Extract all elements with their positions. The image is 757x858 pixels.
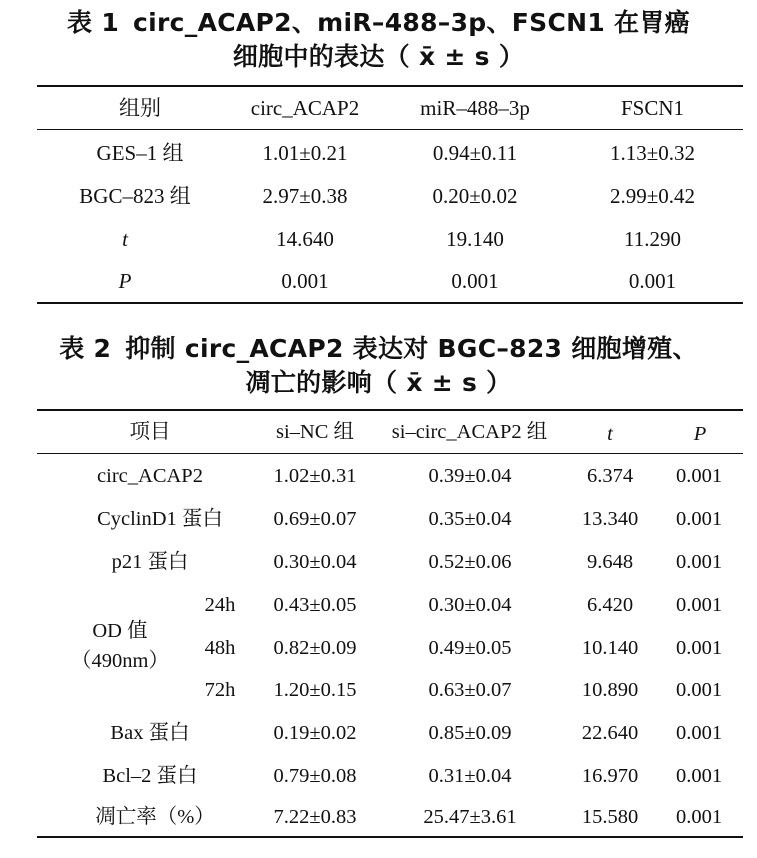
table2-row8-p: 0.001: [675, 765, 723, 787]
table2-row3-p: 0.001: [675, 551, 723, 573]
table2-row6-time: 72h: [204, 679, 236, 701]
table2-row7-p: 0.001: [675, 722, 723, 744]
table1-row1-mir: 0.94±0.11: [432, 141, 518, 165]
table2-header-sicirc: si–circ_ACAP2 组: [391, 421, 548, 443]
table1-row4-circ: 0.001: [281, 269, 329, 293]
table2-row9-p: 0.001: [675, 806, 723, 828]
table2-row5-time: 48h: [204, 637, 236, 659]
table2-header-item: 项目: [129, 421, 171, 443]
table2-row1-t: 6.374: [586, 465, 634, 487]
table2-row1-sinc: 1.02±0.31: [273, 465, 357, 487]
table2-header-sinc: si–NC 组: [275, 421, 355, 443]
table2-header-rule: [37, 453, 743, 454]
table2-row5-t: 10.140: [581, 637, 639, 659]
table2-row1-label: circ_ACAP2: [97, 465, 203, 487]
table2-caption-line1: [0, 332, 757, 366]
table2-row1-p: 0.001: [675, 465, 723, 487]
table2-row3-t: 9.648: [586, 551, 634, 573]
table1-row3-circ: 14.640: [276, 227, 334, 251]
table2-row2-sicirc: 0.35±0.04: [428, 508, 512, 530]
table1-row1-label: GES–1 组: [96, 141, 184, 165]
table2-row3-label: p21 蛋白: [111, 551, 189, 573]
table1-row3-fscn1: 11.290: [624, 227, 681, 251]
table2-row5-sicirc: 0.49±0.05: [428, 637, 512, 659]
table2-row2-p: 0.001: [675, 508, 723, 530]
table1-row1-circ: 1.01±0.21: [262, 141, 348, 165]
table1-title-line1: circ_ACAP2、miR–488–3p、FSCN1 在胃癌: [133, 8, 690, 37]
table2-row7-label: Bax 蛋白: [110, 722, 190, 744]
table2-row9-sinc: 7.22±0.83: [273, 806, 357, 828]
table2-row7-t: 22.640: [581, 722, 639, 744]
table2-row9-label: 凋亡率（%）: [95, 806, 215, 828]
table2-row3-sicirc: 0.52±0.06: [428, 551, 512, 573]
table2-row4-sicirc: 0.30±0.04: [428, 594, 512, 616]
table1-caption: [0, 6, 757, 74]
table1-row1-fscn1: 1.13±0.32: [609, 141, 696, 165]
table2-row6-p: 0.001: [675, 679, 723, 701]
table2-title-line2: 凋亡的影响（ x̄ ± s ）: [245, 368, 512, 397]
table2-row9-t: 15.580: [581, 806, 639, 828]
table1-caption-line1: [0, 6, 757, 40]
table2-row6-sinc: 1.20±0.15: [273, 679, 357, 701]
table2-row3-sinc: 0.30±0.04: [273, 551, 357, 573]
table2-row7-sinc: 0.19±0.02: [273, 722, 357, 744]
table2-row9-sicirc: 25.47±3.61: [423, 806, 517, 828]
table2-row2-sinc: 0.69±0.07: [273, 508, 357, 530]
table2-od-label-line1: OD 值: [92, 620, 148, 642]
table2-title-line1: 抑制 circ_ACAP2 表达对 BGC–823 细胞增殖、: [125, 334, 698, 363]
table2-row4-time: 24h: [204, 594, 236, 616]
table1-number: 表 1: [67, 8, 120, 37]
table1-top-rule: [37, 85, 743, 87]
table2-caption: [0, 332, 757, 400]
table1-header-rule: [37, 129, 743, 130]
table2-od-label: [60, 616, 180, 676]
table2-od-label-line2: （490nm）: [71, 650, 169, 672]
table1-row3-label: t: [122, 227, 128, 251]
table1-header-group: 组别: [119, 96, 161, 120]
table2-header-p: P: [693, 423, 707, 445]
table2-row8-label: Bcl–2 蛋白: [102, 765, 198, 787]
table2-row4-p: 0.001: [675, 594, 723, 616]
table2-row8-sinc: 0.79±0.08: [273, 765, 357, 787]
table2-row6-t: 10.890: [581, 679, 639, 701]
table1-row3-mir: 19.140: [446, 227, 504, 251]
table1-header-circ: circ_ACAP2: [250, 96, 360, 120]
table2-row8-t: 16.970: [581, 765, 639, 787]
table1-row2-fscn1: 2.99±0.42: [609, 184, 696, 208]
table2-row5-p: 0.001: [675, 637, 723, 659]
table2-number: 表 2: [59, 334, 112, 363]
table1-row2-mir: 0.20±0.02: [432, 184, 518, 208]
table1-row2-label: BGC–823 组: [79, 184, 191, 208]
table1-header-fscn1: FSCN1: [620, 96, 685, 120]
table1-row2-circ: 2.97±0.38: [262, 184, 348, 208]
table2-bottom-rule: [37, 836, 743, 838]
table2-row2-t: 13.340: [581, 508, 639, 530]
table2-row5-sinc: 0.82±0.09: [273, 637, 357, 659]
table2-top-rule: [37, 409, 743, 411]
table1-row4-fscn1: 0.001: [628, 269, 677, 293]
table2-row4-sinc: 0.43±0.05: [273, 594, 357, 616]
table1-bottom-rule: [37, 302, 743, 304]
table2-row1-sicirc: 0.39±0.04: [428, 465, 512, 487]
table1-header-mir: miR–488–3p: [420, 96, 530, 120]
table2-row8-sicirc: 0.31±0.04: [428, 765, 512, 787]
table2-row4-t: 6.420: [586, 594, 634, 616]
table2-row7-sicirc: 0.85±0.09: [428, 722, 512, 744]
table2-row2-label: CyclinD1 蛋白: [97, 508, 223, 530]
table1-row4-label: P: [118, 269, 132, 293]
table1-title-line2: 细胞中的表达（ x̄ ± s ）: [232, 42, 525, 71]
table2-row6-sicirc: 0.63±0.07: [428, 679, 512, 701]
table2-header-t: t: [607, 423, 613, 445]
table1-row4-mir: 0.001: [451, 269, 499, 293]
